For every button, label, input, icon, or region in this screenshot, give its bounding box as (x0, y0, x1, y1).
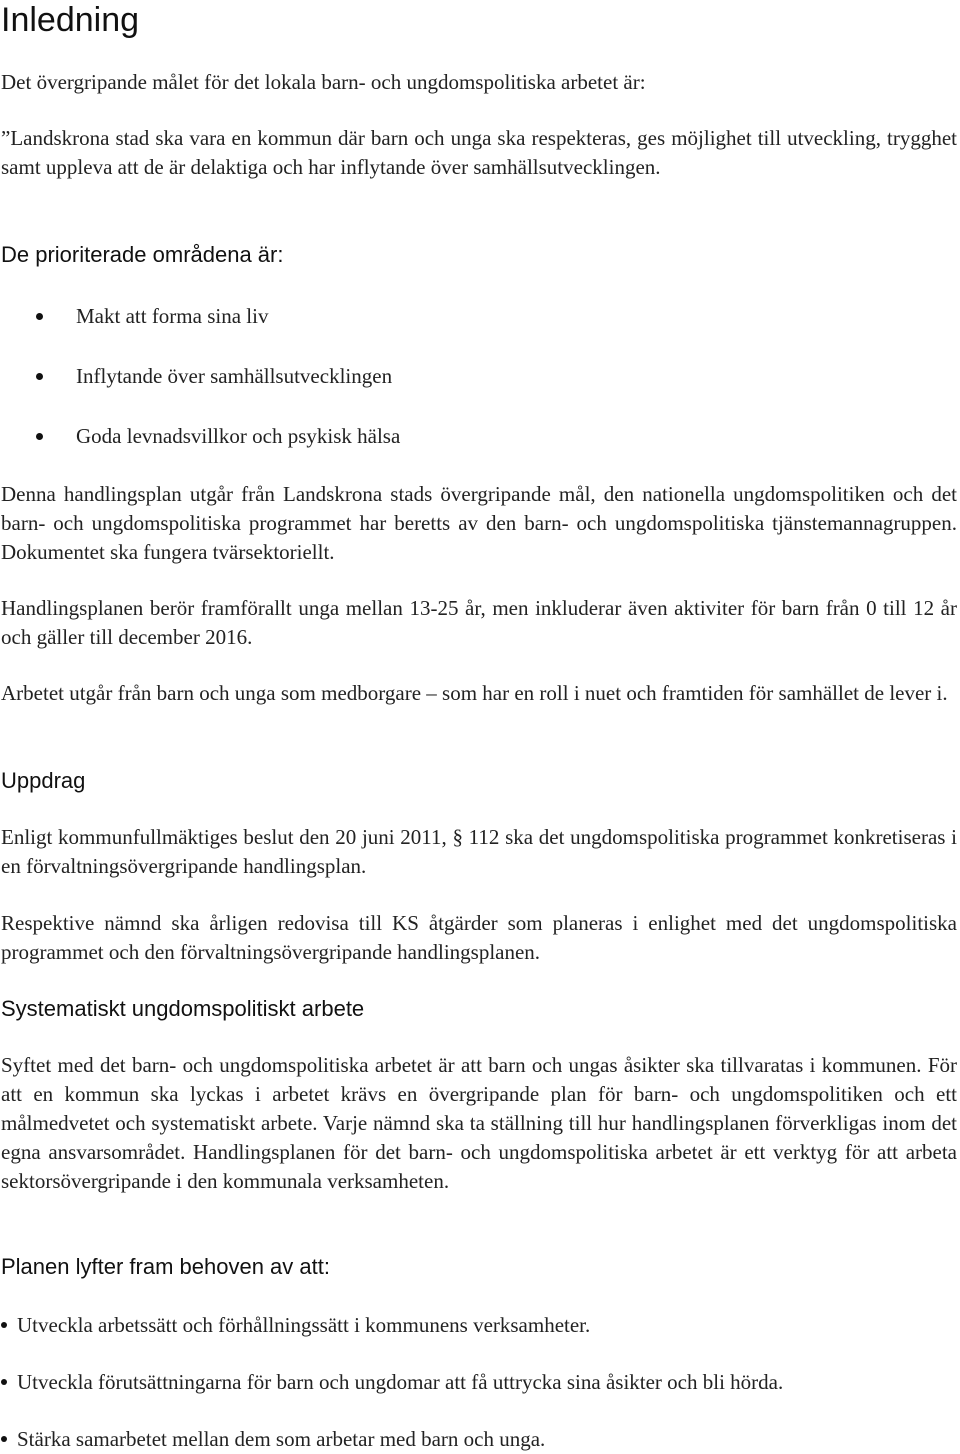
priority-list-item (0, 302, 958, 331)
needs-item-text: Utveckla förutsättningarna för barn och ungdomar att få uttrycka sina åsikter och bli hörda. (17, 1370, 784, 1394)
heading-uppdrag: Uppdrag (1, 768, 86, 793)
needs-item-text: Utveckla arbetssätt och förhållningssätt i kommunens verksamheter. (17, 1313, 591, 1337)
heading-systematiskt: Systematiskt ungdomspolitiskt arbete (1, 996, 365, 1021)
bullet-icon (36, 373, 43, 380)
bullet-icon (1, 1379, 7, 1385)
priority-list-item (0, 362, 958, 391)
heading-inledning: Inledning (1, 1, 140, 39)
priority-item-text: Goda levnadsvillkor och psykisk hälsa (76, 424, 401, 448)
paragraph-syftet: Syftet med det barn- och ungdomspolitiska arbetet är att barn och ungas åsikter ska tillvaratas i kommunen. För att en kommun ska lyckas i arbetet krävs en övergripande plan för barn- och ungdomspolitiken och ett målmedvetet och systematiskt arbete. Varje nämnd ska ta ställning till hur handlingsplanen förverkligas inom det egna ansvarsområdet. Handlingsplanen för det barn- och ungdomspolitiska arbetet är ett verktyg för att arbeta sektorsövergripande i den kommunala verksamheten. (1, 1053, 957, 1193)
goal-quote: ”Landskrona stad ska vara en kommun där barn och unga ska respekteras, ges möjlighet till utveckling, trygghet samt uppleva att de är delaktiga och har inflytande över samhällsutvecklingen. (1, 126, 957, 179)
priority-item-text: Makt att forma sina liv (76, 304, 269, 328)
paragraph-arbetet: Arbetet utgår från barn och unga som medborgare – som har en roll i nuet och framtiden för samhället de lever i. (1, 681, 948, 705)
paragraph-handlingsplanen: Handlingsplanen berör framförallt unga mellan 13-25 år, men inkluderar även aktiviter för barn från 0 till 12 år och gäller till december 2016. (1, 596, 957, 649)
paragraph-enligt: Enligt kommunfullmäktiges beslut den 20 juni 2011, § 112 ska det ungdomspolitiska programmet konkretiseras i en förvaltningsövergripande handlingsplan. (1, 825, 957, 878)
bullet-icon (36, 313, 43, 320)
needs-list-item (0, 1425, 958, 1454)
needs-list-item (0, 1368, 958, 1397)
bullet-icon (36, 433, 43, 440)
bullet-icon (1, 1322, 7, 1328)
bullet-icon (1, 1436, 7, 1442)
paragraph-denna: Denna handlingsplan utgår från Landskrona stads övergripande mål, den nationella ungdomspolitiken och det barn- och ungdomspolitiska programmet har beretts av den barn- och ungdomspolitiska tjänstemannagruppen. Dokumentet ska fungera tvärsektoriellt. (1, 482, 957, 564)
priority-heading: De prioriterade områdena är: (1, 242, 284, 267)
needs-item-text: Stärka samarbetet mellan dem som arbetar med barn och unga. (17, 1427, 546, 1451)
heading-planen: Planen lyfter fram behoven av att: (1, 1254, 330, 1279)
priority-item-text: Inflytande över samhällsutvecklingen (76, 364, 393, 388)
intro-lead: Det övergripande målet för det lokala barn- och ungdomspolitiska arbetet är: (1, 70, 646, 94)
priority-list-item (0, 422, 958, 451)
paragraph-respektive: Respektive nämnd ska årligen redovisa till KS åtgärder som planeras i enlighet med det ungdomspolitiska programmet och den förvaltningsövergripande handlingsplanen. (1, 911, 957, 964)
needs-list-item (0, 1311, 958, 1340)
